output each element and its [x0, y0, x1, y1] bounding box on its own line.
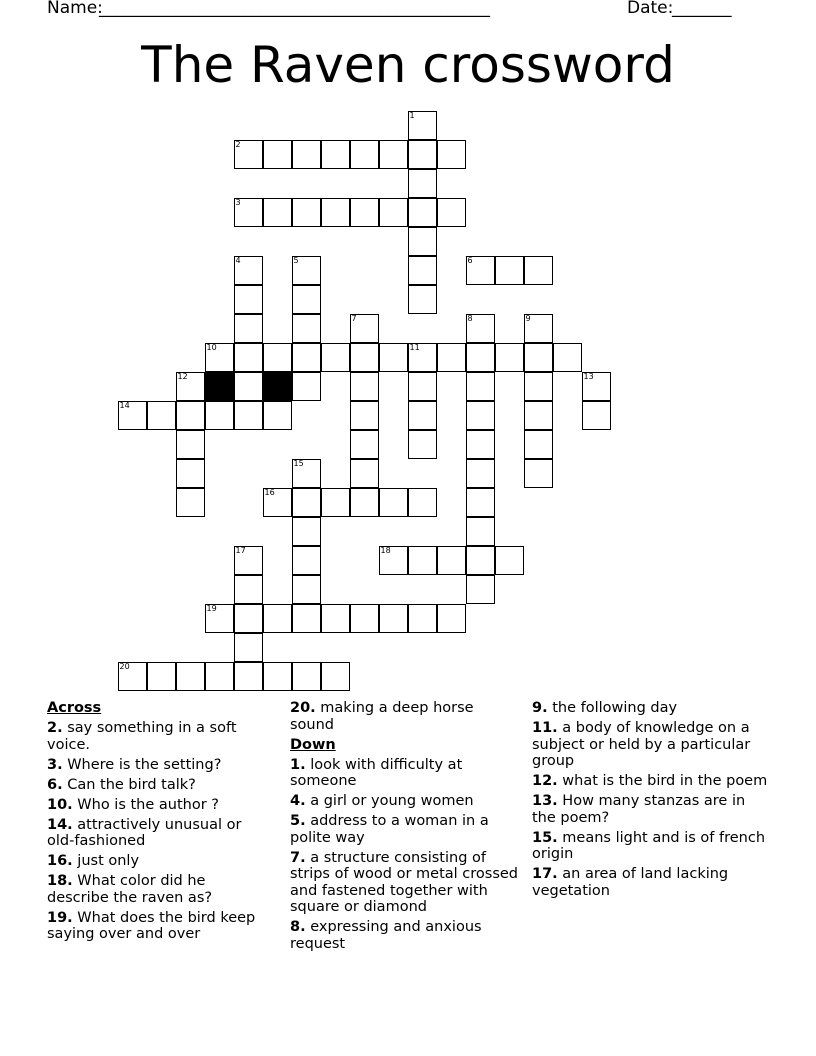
- grid-cell[interactable]: [466, 459, 495, 488]
- grid-cell[interactable]: [205, 662, 234, 691]
- worksheet-header: [47, 0, 747, 20]
- grid-cell[interactable]: [234, 198, 263, 227]
- clue-number-label: 19: [206, 603, 217, 613]
- grid-cell[interactable]: [408, 140, 437, 169]
- grid-cell[interactable]: [408, 256, 437, 285]
- grid-cell[interactable]: [292, 575, 321, 604]
- grid-cell[interactable]: [582, 401, 611, 430]
- grid-cell[interactable]: [408, 604, 437, 633]
- clue-number-label: 10: [206, 342, 217, 352]
- grid-cell[interactable]: [408, 343, 437, 372]
- clue-number-label: 18: [380, 545, 391, 555]
- grid-cell[interactable]: [263, 662, 292, 691]
- grid-cell[interactable]: [292, 372, 321, 401]
- grid-cell[interactable]: [466, 575, 495, 604]
- clue-text: address to a woman in a polite way: [290, 813, 489, 846]
- grid-cell[interactable]: [292, 662, 321, 691]
- clue-text: a girl or young women: [305, 793, 474, 809]
- grid-cell[interactable]: [466, 343, 495, 372]
- grid-cell[interactable]: [379, 198, 408, 227]
- grid-cell[interactable]: [437, 343, 466, 372]
- grid-cell[interactable]: [408, 372, 437, 401]
- grid-cell[interactable]: [524, 256, 553, 285]
- grid-cell[interactable]: [524, 343, 553, 372]
- clue-across-18: [47, 873, 269, 906]
- grid-cell[interactable]: [292, 140, 321, 169]
- clue-text: just only: [72, 853, 140, 869]
- clue-number-label: 7: [351, 313, 357, 323]
- clue-number-label: 9: [525, 313, 531, 323]
- grid-cell[interactable]: [466, 256, 495, 285]
- clue-number: 13.: [532, 793, 558, 809]
- grid-cell[interactable]: [176, 662, 205, 691]
- grid-cell[interactable]: [321, 488, 350, 517]
- clue-across-2: [47, 720, 269, 753]
- grid-cell[interactable]: [466, 488, 495, 517]
- grid-cell[interactable]: [263, 604, 292, 633]
- clue-number-label: 15: [293, 458, 304, 468]
- clue-number: 19.: [47, 909, 73, 926]
- grid-cell[interactable]: [524, 401, 553, 430]
- grid-cell[interactable]: [495, 256, 524, 285]
- grid-cell[interactable]: [234, 604, 263, 633]
- clue-text: what is the bird in the poem: [557, 773, 768, 789]
- clue-text: expressing and anxious request: [290, 919, 482, 952]
- grid-cell[interactable]: [234, 575, 263, 604]
- clue-number-label: 20: [119, 661, 130, 671]
- clue-down-7: [290, 850, 520, 916]
- grid-cell[interactable]: [466, 546, 495, 575]
- grid-cell[interactable]: [408, 285, 437, 314]
- grid-cell[interactable]: [205, 343, 234, 372]
- clue-across-14: [47, 817, 269, 850]
- grid-cell[interactable]: [234, 256, 263, 285]
- clue-text: Who is the author ?: [72, 796, 219, 813]
- grid-cell[interactable]: [524, 459, 553, 488]
- grid-cell[interactable]: [553, 343, 582, 372]
- grid-cell[interactable]: [379, 546, 408, 575]
- clue-text: the following day: [547, 700, 678, 716]
- across-heading: Across: [47, 700, 102, 716]
- grid-cell[interactable]: [408, 198, 437, 227]
- clue-number: 9.: [532, 700, 548, 716]
- clue-number: 18.: [47, 873, 73, 889]
- grid-cell[interactable]: [176, 401, 205, 430]
- grid-cell[interactable]: [234, 401, 263, 430]
- grid-cell[interactable]: [350, 459, 379, 488]
- grid-cell[interactable]: [263, 343, 292, 372]
- black-cell: [263, 372, 292, 401]
- grid-cell[interactable]: [234, 343, 263, 372]
- grid-cell[interactable]: [466, 372, 495, 401]
- clue-text: means light and is of french origin: [532, 829, 766, 862]
- grid-cell[interactable]: [292, 459, 321, 488]
- grid-cell[interactable]: [408, 488, 437, 517]
- grid-cell[interactable]: [176, 430, 205, 459]
- clue-number: 11.: [532, 720, 558, 736]
- grid-cell[interactable]: [292, 314, 321, 343]
- grid-cell[interactable]: [118, 401, 147, 430]
- grid-cell[interactable]: [321, 140, 350, 169]
- clue-across-19: [47, 910, 269, 943]
- clue-text: a body of knowledge on a subject or held by a particular group: [532, 720, 751, 769]
- grid-cell[interactable]: [350, 314, 379, 343]
- grid-cell[interactable]: [234, 633, 263, 662]
- clue-number: 1.: [290, 756, 306, 773]
- grid-cell[interactable]: [321, 343, 350, 372]
- grid-cell[interactable]: [292, 517, 321, 546]
- clue-number: 10.: [47, 796, 73, 813]
- clue-text: a structure consisting of strips of wood or metal crossed and fastened together with square or diamond: [290, 849, 519, 915]
- grid-cell[interactable]: [292, 488, 321, 517]
- grid-cell[interactable]: [234, 372, 263, 401]
- grid-cell[interactable]: [379, 604, 408, 633]
- grid-cell[interactable]: [408, 546, 437, 575]
- grid-cell[interactable]: [176, 488, 205, 517]
- grid-cell[interactable]: [495, 546, 524, 575]
- black-cell: [205, 372, 234, 401]
- clue-number: 12.: [532, 773, 558, 789]
- date-field[interactable]: _______: [672, 0, 732, 18]
- grid-cell[interactable]: [292, 285, 321, 314]
- clue-number: 8.: [290, 919, 306, 935]
- grid-cell[interactable]: [292, 546, 321, 575]
- clue-number: 15.: [532, 829, 558, 846]
- grid-cell[interactable]: [379, 343, 408, 372]
- grid-cell[interactable]: [350, 198, 379, 227]
- grid-cell[interactable]: [292, 343, 321, 372]
- clue-text: Where is the setting?: [62, 756, 222, 773]
- grid-cell[interactable]: [176, 372, 205, 401]
- grid-cell[interactable]: [350, 372, 379, 401]
- grid-cell[interactable]: [321, 604, 350, 633]
- clue-number-label: 12: [177, 371, 188, 381]
- grid-cell[interactable]: [582, 372, 611, 401]
- clue-across-10: [47, 797, 269, 814]
- clue-number: 4.: [290, 793, 306, 809]
- grid-cell[interactable]: [437, 198, 466, 227]
- grid-cell[interactable]: [176, 459, 205, 488]
- clue-text: look with difficulty at someone: [290, 756, 463, 789]
- clue-number-label: 14: [119, 400, 130, 410]
- grid-cell[interactable]: [234, 314, 263, 343]
- grid-cell[interactable]: [292, 604, 321, 633]
- clue-down-9: [532, 700, 772, 717]
- clue-text: How many stanzas are in the poem?: [532, 793, 746, 826]
- grid-cell[interactable]: [350, 343, 379, 372]
- grid-cell[interactable]: [350, 604, 379, 633]
- grid-cell[interactable]: [408, 227, 437, 256]
- clues-column-1: [47, 700, 269, 946]
- clue-number: 16.: [47, 853, 73, 869]
- clue-number-label: 11: [409, 342, 420, 352]
- clue-number-label: 2: [235, 139, 241, 149]
- clue-text: What color did he describe the raven as?: [47, 873, 213, 906]
- grid-cell[interactable]: [263, 401, 292, 430]
- clue-number-label: 6: [467, 255, 473, 265]
- clue-number: 5.: [290, 813, 306, 829]
- grid-cell[interactable]: [263, 198, 292, 227]
- clue-number: 6.: [47, 776, 63, 793]
- clue-number: 2.: [47, 720, 63, 736]
- clue-text: say something in a soft voice.: [47, 720, 237, 753]
- grid-cell[interactable]: [466, 401, 495, 430]
- grid-cell[interactable]: [379, 488, 408, 517]
- grid-cell[interactable]: [234, 285, 263, 314]
- grid-cell[interactable]: [524, 314, 553, 343]
- grid-cell[interactable]: [437, 604, 466, 633]
- page-title: The Raven crossword: [141, 36, 675, 94]
- clue-number-label: 17: [235, 545, 246, 555]
- clue-number: 3.: [47, 756, 63, 773]
- grid-cell[interactable]: [321, 198, 350, 227]
- grid-cell[interactable]: [379, 140, 408, 169]
- clue-down-12: [532, 773, 772, 790]
- clue-across-6: [47, 777, 269, 794]
- grid-cell[interactable]: [205, 401, 234, 430]
- clue-down-5: [290, 813, 520, 846]
- grid-cell[interactable]: [408, 111, 437, 140]
- grid-cell[interactable]: [321, 662, 350, 691]
- clue-number: 17.: [532, 866, 558, 882]
- clue-down-8: [290, 919, 520, 952]
- grid-cell[interactable]: [524, 430, 553, 459]
- grid-cell[interactable]: [234, 140, 263, 169]
- grid-cell[interactable]: [292, 198, 321, 227]
- grid-cell[interactable]: [205, 604, 234, 633]
- clue-text: What does the bird keep saying over and over: [47, 909, 256, 942]
- grid-cell[interactable]: [408, 401, 437, 430]
- clue-number-label: 5: [293, 255, 299, 265]
- clue-number: 14.: [47, 816, 73, 833]
- grid-cell[interactable]: [147, 662, 176, 691]
- clues-column-3: [532, 700, 772, 903]
- clue-number-label: 1: [409, 110, 415, 120]
- grid-cell[interactable]: [350, 430, 379, 459]
- grid-cell[interactable]: [234, 662, 263, 691]
- clue-text: Can the bird talk?: [62, 776, 196, 793]
- clue-text: attractively unusual or old-fashioned: [47, 816, 242, 849]
- grid-cell[interactable]: [466, 430, 495, 459]
- clue-down-11: [532, 720, 772, 770]
- clue-number: 20.: [290, 700, 316, 716]
- clue-text: making a deep horse sound: [290, 700, 474, 733]
- grid-cell[interactable]: [263, 488, 292, 517]
- grid-cell[interactable]: [292, 256, 321, 285]
- grid-cell[interactable]: [118, 662, 147, 691]
- clues-column-2: [290, 700, 520, 956]
- clue-number-label: 8: [467, 313, 473, 323]
- clue-across-16: [47, 853, 269, 870]
- clue-down-17: [532, 866, 772, 899]
- clue-down-15: [532, 830, 772, 863]
- clue-across-20: [290, 700, 520, 733]
- down-heading: Down: [290, 736, 336, 753]
- clue-down-13: [532, 793, 772, 826]
- grid-cell[interactable]: [350, 401, 379, 430]
- clue-text: an area of land lacking vegetation: [532, 866, 729, 899]
- clue-number-label: 13: [583, 371, 594, 381]
- name-label: Name:: [47, 0, 103, 18]
- grid-cell[interactable]: [495, 343, 524, 372]
- grid-cell[interactable]: [524, 372, 553, 401]
- clue-number: 7.: [290, 849, 306, 866]
- date-label: Date:: [627, 0, 674, 18]
- grid-cell[interactable]: [263, 140, 292, 169]
- clue-down-4: [290, 793, 520, 810]
- grid-cell[interactable]: [408, 169, 437, 198]
- grid-cell[interactable]: [350, 488, 379, 517]
- clue-down-1: [290, 757, 520, 790]
- name-field[interactable]: ______________________________________________: [99, 0, 490, 18]
- grid-cell[interactable]: [437, 546, 466, 575]
- clue-number-label: 4: [235, 255, 241, 265]
- grid-cell[interactable]: [147, 401, 176, 430]
- grid-cell[interactable]: [466, 314, 495, 343]
- grid-cell[interactable]: [437, 140, 466, 169]
- grid-cell[interactable]: [350, 140, 379, 169]
- clue-across-3: [47, 757, 269, 774]
- grid-cell[interactable]: [408, 430, 437, 459]
- clue-number-label: 3: [235, 197, 241, 207]
- grid-cell[interactable]: [466, 517, 495, 546]
- clue-number-label: 16: [264, 487, 275, 497]
- grid-cell[interactable]: [234, 546, 263, 575]
